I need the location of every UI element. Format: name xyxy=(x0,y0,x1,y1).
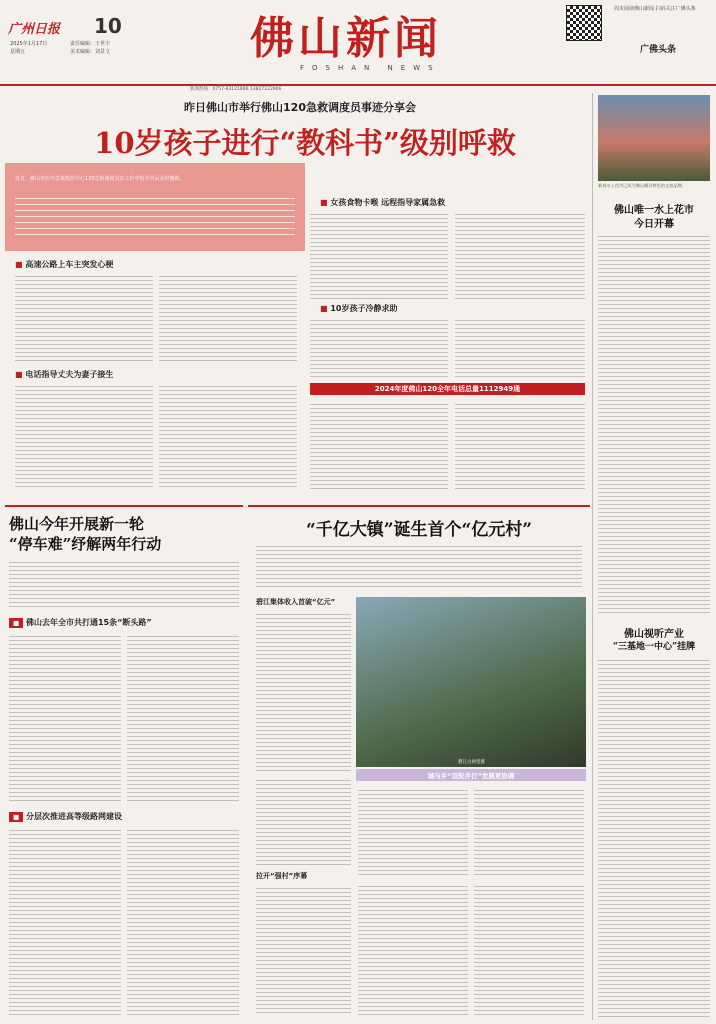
lead-intro: 近日，佛山市医疗急救指挥中心120急救调度员在工作中指导市民及时施救。 xyxy=(15,176,185,182)
designer-credit: 美术编辑：刘景文 xyxy=(70,49,111,55)
text-block xyxy=(15,273,153,363)
text-block xyxy=(455,317,585,377)
subhead-network xyxy=(9,811,122,822)
text-block xyxy=(474,787,584,877)
text-block xyxy=(256,543,582,587)
subhead-strong-village: 拉开“强村”序幕 xyxy=(256,872,308,880)
issue-weekday: 星期五 xyxy=(10,49,26,55)
village-photo xyxy=(356,597,586,767)
text-block xyxy=(15,383,153,489)
text-block xyxy=(159,273,297,363)
intro-filler xyxy=(15,193,295,239)
subhead-heart-attack-text: 高速公路上车主突发心梗 xyxy=(25,260,114,269)
subhead-childbirth-text: 电话指导丈夫为妻子接生 xyxy=(25,370,114,379)
left-headline-line2: “停车难”纾解两年行动 xyxy=(9,535,162,553)
text-block xyxy=(358,787,468,877)
page-number: 10 xyxy=(94,14,122,38)
flower-market-photo xyxy=(598,95,710,181)
editor-credit: 责任编辑：王世宇 xyxy=(70,41,111,47)
column-divider xyxy=(592,93,593,1020)
text-block xyxy=(9,827,121,1015)
text-block xyxy=(598,657,710,1017)
center-story xyxy=(248,505,590,1020)
label-badge: ■ xyxy=(9,618,23,628)
masthead-rule xyxy=(0,84,716,86)
lead-intro-box xyxy=(5,163,305,251)
photo-caption: 新春水上花市已成为佛山颇具特色的文旅品牌。 xyxy=(598,183,686,188)
label-badge: ■ xyxy=(9,812,23,822)
text-block xyxy=(256,611,351,771)
right-headline-4: “三基地一中心”挂牌 xyxy=(612,642,696,652)
issue-date: 2025年1月17日 xyxy=(10,41,48,47)
photo-caption: 碧江古祠堂群 xyxy=(458,760,485,765)
text-block xyxy=(358,883,468,1015)
text-block xyxy=(127,827,239,1015)
text-block xyxy=(256,777,351,865)
subhead-roads-text: 佛山去年全市共打通15条“断头路” xyxy=(25,618,152,627)
subhead-choking: ■ 女孩食物卡喉 远程指导家属急救 xyxy=(320,198,446,207)
center-banner-text: 城与乡“双轮并行”发展更协调 xyxy=(427,772,515,780)
subhead-choking-text: 女孩食物卡喉 远程指导家属急救 xyxy=(330,198,446,207)
lead-headline: 10岁孩子进行“教科书”级别呼救 xyxy=(94,126,516,160)
hotline: 新闻热线：0757-83121866 13827222906 xyxy=(190,87,282,92)
text-block xyxy=(159,383,297,489)
right-headline-1: 佛山唯一水上花市 xyxy=(614,205,694,216)
subhead-child-call: ■ 10岁孩子冷静求助 xyxy=(320,304,398,313)
text-block xyxy=(127,633,239,803)
section-title: 佛山新闻 xyxy=(250,13,442,64)
text-block xyxy=(256,885,351,1015)
qr-code xyxy=(566,5,602,41)
subhead-network-text: 分层次推进高等级路网建设 xyxy=(25,812,122,821)
right-column xyxy=(592,93,712,1020)
text-block xyxy=(474,883,584,1015)
subhead-roads xyxy=(9,617,152,628)
text-block xyxy=(455,401,585,489)
text-block xyxy=(598,233,710,613)
right-headline-2: 今日开幕 xyxy=(634,219,674,230)
text-block xyxy=(455,211,585,301)
center-headline: “千亿大镇”诞生首个“亿元村” xyxy=(305,520,533,540)
lead-kicker: 昨日佛山市举行佛山120急救调度员事迹分享会 xyxy=(184,101,416,114)
text-block xyxy=(310,211,448,301)
subhead-bijiang: 碧江集体收入首破“亿元” xyxy=(256,598,336,606)
subhead-childbirth: ■ 电话指导丈夫为妻子接生 xyxy=(15,370,114,379)
section-english: FOSHAN NEWS xyxy=(300,64,441,72)
right-tag: 广佛头条 xyxy=(640,45,677,55)
qr-note: 周末阅读佛山新闻 扫码关注广佛头条 xyxy=(614,6,696,12)
text-block xyxy=(310,317,448,377)
section-rule xyxy=(5,505,243,507)
text-block xyxy=(9,559,239,609)
subhead-heart-attack: ■ 高速公路上车主突发心梗 xyxy=(15,260,114,269)
section-rule xyxy=(248,505,590,507)
text-block xyxy=(310,401,448,489)
left-headline-line1: 佛山今年开展新一轮 xyxy=(9,515,145,533)
masthead xyxy=(0,0,716,92)
stat-bar-text: 2024年度佛山120全年电话总量1112949通 xyxy=(374,385,521,393)
text-block xyxy=(9,633,121,803)
paper-logo: 广州日报 xyxy=(8,22,61,37)
lead-story xyxy=(5,93,590,501)
right-headline-3: 佛山视听产业 xyxy=(624,629,684,640)
subhead-child-call-text: 10岁孩子冷静求助 xyxy=(330,304,398,313)
left-story xyxy=(5,505,243,1020)
